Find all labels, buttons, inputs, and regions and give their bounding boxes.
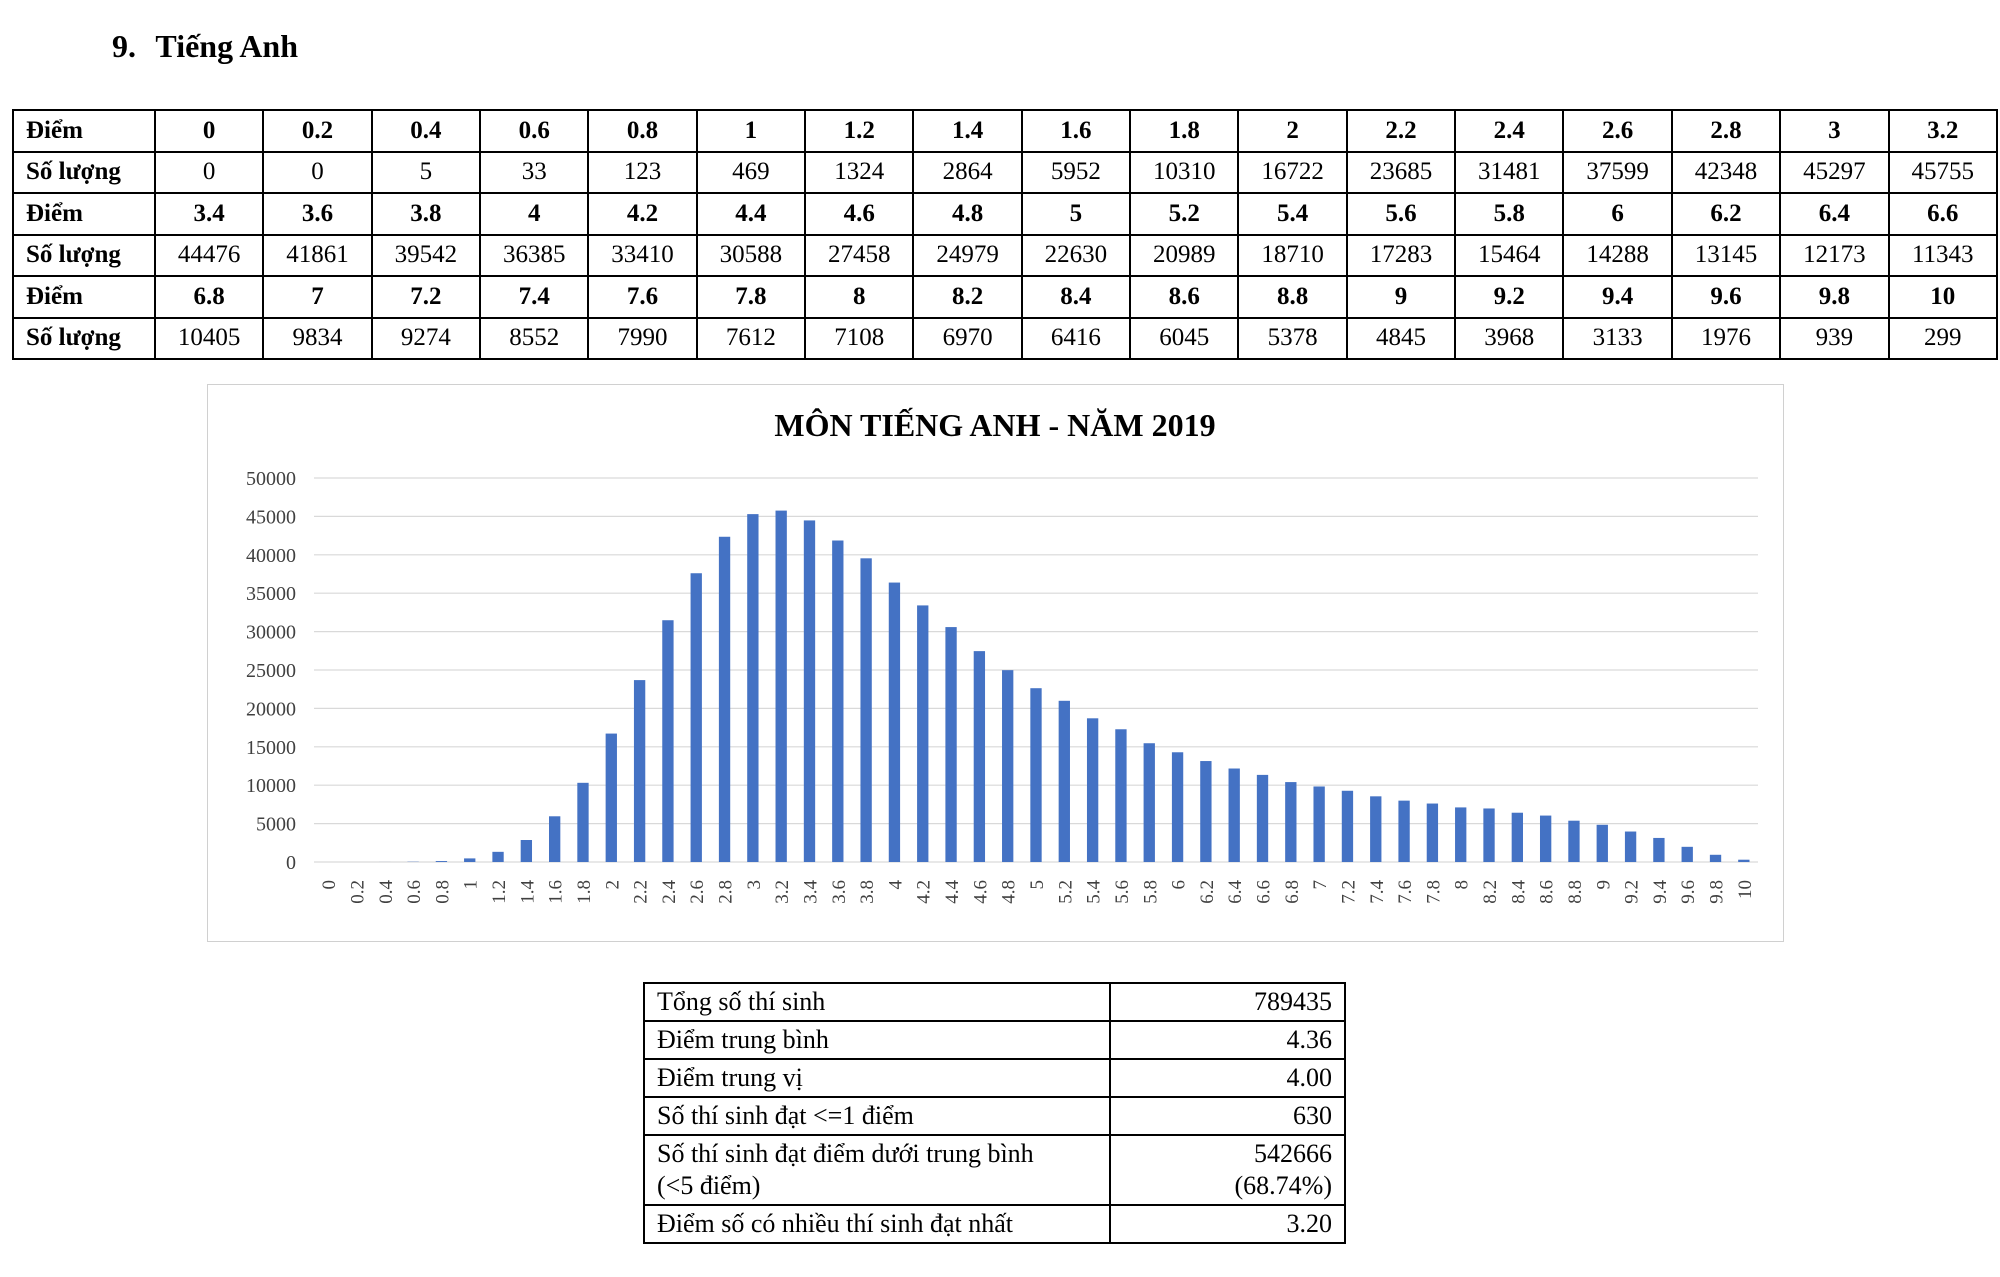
bar [1398, 801, 1409, 862]
x-tick-label: 7 [1310, 880, 1332, 890]
x-tick-label: 2.4 [658, 880, 680, 904]
summary-label-line: Điểm trung bình [657, 1025, 829, 1054]
y-tick-label: 20000 [246, 698, 296, 721]
summary-value [1110, 1205, 1345, 1243]
score-cell: 8.2 [913, 276, 1021, 318]
bar [662, 620, 673, 862]
count-cell: 15464 [1455, 235, 1563, 277]
score-cell: 1.4 [913, 110, 1021, 152]
summary-label [644, 1135, 1110, 1205]
score-cell: 1.6 [1022, 110, 1130, 152]
score-cell: 2.4 [1455, 110, 1563, 152]
bar [1313, 786, 1324, 862]
x-tick-label: 4.8 [998, 880, 1020, 904]
x-tick-label: 6.2 [1196, 880, 1218, 904]
count-row-label: Số lượng [13, 152, 155, 194]
score-cell: 3.6 [263, 193, 371, 235]
bar [832, 541, 843, 862]
bar [1172, 752, 1183, 862]
x-tick-label: 3 [743, 880, 765, 890]
bar [1059, 701, 1070, 862]
score-cell: 9.8 [1780, 276, 1888, 318]
count-cell: 31481 [1455, 152, 1563, 194]
x-tick-label: 2.8 [715, 880, 737, 904]
count-cell: 469 [697, 152, 805, 194]
x-tick-label: 4 [885, 880, 907, 890]
score-cell: 2.2 [1347, 110, 1455, 152]
score-cell: 0.2 [263, 110, 371, 152]
x-tick-label: 0.8 [432, 880, 454, 904]
count-cell: 36385 [480, 235, 588, 277]
score-cell: 6.6 [1889, 193, 1998, 235]
x-tick-label: 5.2 [1055, 880, 1077, 904]
score-cell: 8.8 [1238, 276, 1346, 318]
summary-table [643, 982, 1346, 1244]
count-cell: 7990 [588, 318, 696, 360]
x-tick-label: 4.6 [970, 880, 992, 904]
y-tick-label: 40000 [246, 544, 296, 567]
y-tick-label: 25000 [246, 660, 296, 682]
score-row-label: Điểm [13, 193, 155, 235]
y-tick-label: 50000 [246, 468, 296, 490]
bar [1455, 807, 1466, 862]
bar [1257, 775, 1268, 862]
score-cell: 5.6 [1347, 193, 1455, 235]
count-cell: 42348 [1672, 152, 1780, 194]
score-cell: 4.4 [697, 193, 805, 235]
x-tick-label: 5.8 [1140, 880, 1162, 904]
score-cell: 0 [155, 110, 263, 152]
count-cell: 5952 [1022, 152, 1130, 194]
score-cell: 7 [263, 276, 371, 318]
count-cell: 27458 [805, 235, 913, 277]
summary-label [644, 1059, 1110, 1097]
score-distribution-chart [208, 385, 1783, 941]
x-tick-label: 8.4 [1508, 880, 1530, 904]
bar [1682, 847, 1693, 862]
x-tick-label: 3.2 [772, 880, 794, 904]
count-cell: 939 [1780, 318, 1888, 360]
x-tick-label: 0.6 [404, 880, 426, 904]
x-tick-label: 7.4 [1366, 880, 1388, 904]
x-tick-label: 5.4 [1083, 880, 1105, 904]
count-cell: 7612 [697, 318, 805, 360]
summary-row [644, 1059, 1345, 1097]
count-cell: 9834 [263, 318, 371, 360]
score-cell: 3.8 [372, 193, 480, 235]
count-cell: 12173 [1780, 235, 1888, 277]
score-cell: 3 [1780, 110, 1888, 152]
score-cell: 5.8 [1455, 193, 1563, 235]
bar [1738, 860, 1749, 862]
count-cell: 39542 [372, 235, 480, 277]
score-cell: 6.4 [1780, 193, 1888, 235]
bar [464, 858, 475, 862]
bar [917, 605, 928, 862]
bar [1285, 782, 1296, 862]
count-cell: 0 [263, 152, 371, 194]
x-tick-label: 2 [602, 880, 624, 890]
score-cell: 3.2 [1889, 110, 1998, 152]
count-cell: 44476 [155, 235, 263, 277]
summary-value [1110, 1135, 1345, 1205]
summary-value-line: 630 [1293, 1101, 1332, 1130]
count-cell: 18710 [1238, 235, 1346, 277]
x-tick-label: 5.6 [1111, 880, 1133, 904]
score-cell: 7.6 [588, 276, 696, 318]
score-cell: 7.8 [697, 276, 805, 318]
x-tick-label: 4.4 [942, 880, 964, 904]
count-cell: 20989 [1130, 235, 1238, 277]
score-cell: 6.2 [1672, 193, 1780, 235]
chart-container [207, 384, 1784, 942]
summary-value-line: 4.36 [1286, 1025, 1332, 1054]
section-title: Tiếng Anh [155, 28, 299, 64]
bar [1342, 791, 1353, 862]
score-cell: 0.8 [588, 110, 696, 152]
bar [1229, 769, 1240, 862]
section-heading [112, 28, 298, 65]
bar [634, 680, 645, 862]
summary-value-line: 3.20 [1286, 1209, 1332, 1238]
count-cell: 8552 [480, 318, 588, 360]
x-tick-label: 8 [1451, 880, 1473, 890]
score-cell: 2.8 [1672, 110, 1780, 152]
y-tick-label: 15000 [246, 736, 296, 759]
summary-label-line: Số thí sinh đạt <=1 điểm [657, 1101, 914, 1130]
bars [379, 511, 1749, 862]
count-cell: 17283 [1347, 235, 1455, 277]
count-cell: 1324 [805, 152, 913, 194]
x-tick-label: 0 [319, 880, 341, 890]
score-cell: 5 [1022, 193, 1130, 235]
score-cell: 7.2 [372, 276, 480, 318]
score-cell: 1.8 [1130, 110, 1238, 152]
x-tick-label: 9.2 [1621, 880, 1643, 904]
count-cell: 2864 [913, 152, 1021, 194]
count-cell: 299 [1889, 318, 1998, 360]
summary-label-line: Điểm trung vị [657, 1063, 803, 1092]
x-tick-label: 2.6 [687, 880, 709, 904]
y-tick-label: 5000 [256, 813, 296, 836]
x-tick-label: 7.8 [1423, 880, 1445, 904]
bar [747, 514, 758, 862]
summary-row [644, 1205, 1345, 1243]
x-tick-label: 10 [1734, 880, 1756, 899]
score-row-label: Điểm [13, 276, 155, 318]
bar [436, 861, 447, 862]
count-cell: 3968 [1455, 318, 1563, 360]
score-cell: 0.4 [372, 110, 480, 152]
summary-value-line: 542666 [1254, 1139, 1332, 1168]
bar [719, 537, 730, 862]
count-row-label: Số lượng [13, 235, 155, 277]
count-cell: 10310 [1130, 152, 1238, 194]
summary-value-line: 4.00 [1286, 1063, 1332, 1092]
x-tick-label: 3.6 [828, 880, 850, 904]
bar [1710, 855, 1721, 862]
summary-row [644, 983, 1345, 1021]
score-cell: 0.6 [480, 110, 588, 152]
x-tick-label: 9 [1593, 880, 1615, 890]
bar [1427, 804, 1438, 862]
y-tick-label: 30000 [246, 621, 296, 644]
score-cell: 7.4 [480, 276, 588, 318]
count-cell: 22630 [1022, 235, 1130, 277]
bar [1115, 729, 1126, 862]
score-cell: 4.2 [588, 193, 696, 235]
count-cell: 10405 [155, 318, 263, 360]
bar [974, 651, 985, 862]
score-cell: 1 [697, 110, 805, 152]
count-row-label: Số lượng [13, 318, 155, 360]
count-cell: 23685 [1347, 152, 1455, 194]
x-tick-label: 1 [460, 880, 482, 890]
count-row [13, 235, 1997, 277]
count-cell: 0 [155, 152, 263, 194]
count-cell: 123 [588, 152, 696, 194]
y-tick-label: 35000 [246, 583, 296, 606]
count-cell: 24979 [913, 235, 1021, 277]
x-tick-label: 1.6 [545, 880, 567, 904]
count-cell: 41861 [263, 235, 371, 277]
x-tick-label: 2.2 [630, 880, 652, 904]
count-cell: 3133 [1563, 318, 1671, 360]
count-row [13, 152, 1997, 194]
y-tick-label: 10000 [246, 775, 296, 798]
score-frequency-table [12, 109, 1998, 360]
score-cell: 5.2 [1130, 193, 1238, 235]
score-cell: 4.8 [913, 193, 1021, 235]
bar [1030, 688, 1041, 862]
count-cell: 33 [480, 152, 588, 194]
count-cell: 1976 [1672, 318, 1780, 360]
bar [691, 573, 702, 862]
count-row [13, 318, 1997, 360]
x-tick-label: 0.4 [375, 880, 397, 904]
summary-value-line: (68.74%) [1234, 1171, 1332, 1200]
summary-label [644, 983, 1110, 1021]
count-cell: 5 [372, 152, 480, 194]
summary-label-line: Số thí sinh đạt điểm dưới trung bình [657, 1139, 1034, 1168]
x-tick-label: 9.8 [1706, 880, 1728, 904]
y-tick-label: 45000 [246, 506, 296, 529]
score-cell: 10 [1889, 276, 1998, 318]
bar [1568, 821, 1579, 862]
chart-title: MÔN TIẾNG ANH - NĂM 2019 [774, 407, 1216, 443]
score-cell: 6.8 [155, 276, 263, 318]
count-cell: 6045 [1130, 318, 1238, 360]
x-tick-label: 8.2 [1480, 880, 1502, 904]
score-cell: 4.6 [805, 193, 913, 235]
score-cell: 4 [480, 193, 588, 235]
x-tick-label: 0.2 [347, 880, 369, 904]
count-cell: 14288 [1563, 235, 1671, 277]
score-row [13, 193, 1997, 235]
x-tick-label: 9.6 [1678, 880, 1700, 904]
score-cell: 5.4 [1238, 193, 1346, 235]
x-tick-label: 8.8 [1564, 880, 1586, 904]
count-cell: 4845 [1347, 318, 1455, 360]
x-tick-label: 3.4 [800, 880, 822, 904]
score-row [13, 276, 1997, 318]
x-tick-label: 6.8 [1281, 880, 1303, 904]
count-cell: 5378 [1238, 318, 1346, 360]
bar [1653, 838, 1664, 862]
bar [577, 783, 588, 862]
bar [860, 558, 871, 862]
bar [1512, 813, 1523, 862]
x-tick-label: 6.6 [1253, 880, 1275, 904]
score-cell: 9.6 [1672, 276, 1780, 318]
count-cell: 30588 [697, 235, 805, 277]
score-row [13, 110, 1997, 152]
score-cell: 9.2 [1455, 276, 1563, 318]
y-axis-ticks [246, 468, 296, 874]
x-tick-label: 8.6 [1536, 880, 1558, 904]
bar [1200, 761, 1211, 862]
score-cell: 6 [1563, 193, 1671, 235]
summary-value [1110, 983, 1345, 1021]
summary-value [1110, 1059, 1345, 1097]
summary-label-line: Điểm số có nhiều thí sinh đạt nhất [657, 1209, 1014, 1238]
count-cell: 33410 [588, 235, 696, 277]
summary-value [1110, 1021, 1345, 1059]
count-cell: 6416 [1022, 318, 1130, 360]
count-cell: 9274 [372, 318, 480, 360]
summary-label-line: Tổng số thí sinh [657, 987, 826, 1016]
count-cell: 45297 [1780, 152, 1888, 194]
score-cell: 9 [1347, 276, 1455, 318]
score-cell: 9.4 [1563, 276, 1671, 318]
summary-value [1110, 1097, 1345, 1135]
summary-row [644, 1135, 1345, 1205]
bar [804, 520, 815, 862]
x-tick-label: 4.2 [913, 880, 935, 904]
bar [492, 852, 503, 862]
bar [606, 734, 617, 862]
x-axis-ticks [319, 880, 1756, 904]
score-cell: 8.4 [1022, 276, 1130, 318]
bar [776, 511, 787, 862]
summary-label-line: (<5 điểm) [657, 1171, 761, 1200]
bar [1597, 825, 1608, 862]
score-cell: 3.4 [155, 193, 263, 235]
count-cell: 16722 [1238, 152, 1346, 194]
count-cell: 37599 [1563, 152, 1671, 194]
x-tick-label: 1.8 [573, 880, 595, 904]
score-cell: 8.6 [1130, 276, 1238, 318]
score-cell: 8 [805, 276, 913, 318]
bar [1625, 832, 1636, 862]
bar [1144, 743, 1155, 862]
section-number: 9. [112, 28, 136, 64]
x-tick-label: 1.4 [517, 880, 539, 904]
x-tick-label: 3.8 [857, 880, 879, 904]
summary-value-line: 789435 [1254, 987, 1332, 1016]
summary-label [644, 1021, 1110, 1059]
count-cell: 13145 [1672, 235, 1780, 277]
y-tick-label: 0 [286, 852, 296, 874]
bar [1483, 808, 1494, 862]
count-cell: 6970 [913, 318, 1021, 360]
x-tick-label: 1.2 [489, 880, 511, 904]
count-cell: 7108 [805, 318, 913, 360]
bar [1087, 718, 1098, 862]
x-tick-label: 7.2 [1338, 880, 1360, 904]
score-cell: 2.6 [1563, 110, 1671, 152]
bar [1002, 670, 1013, 862]
score-row-label: Điểm [13, 110, 155, 152]
bar [549, 816, 560, 862]
x-tick-label: 5 [1027, 880, 1048, 890]
summary-label [644, 1205, 1110, 1243]
x-tick-label: 9.4 [1649, 880, 1671, 904]
x-tick-label: 6.4 [1225, 880, 1247, 904]
x-tick-label: 7.6 [1395, 880, 1417, 904]
score-cell: 2 [1238, 110, 1346, 152]
count-cell: 45755 [1889, 152, 1998, 194]
bar [521, 840, 532, 862]
score-cell: 1.2 [805, 110, 913, 152]
summary-row [644, 1021, 1345, 1059]
count-cell: 11343 [1889, 235, 1998, 277]
bar [1370, 796, 1381, 862]
bar [1540, 816, 1551, 862]
bar [889, 583, 900, 862]
summary-row [644, 1097, 1345, 1135]
x-tick-label: 6 [1168, 880, 1190, 890]
bar [945, 627, 956, 862]
summary-label [644, 1097, 1110, 1135]
